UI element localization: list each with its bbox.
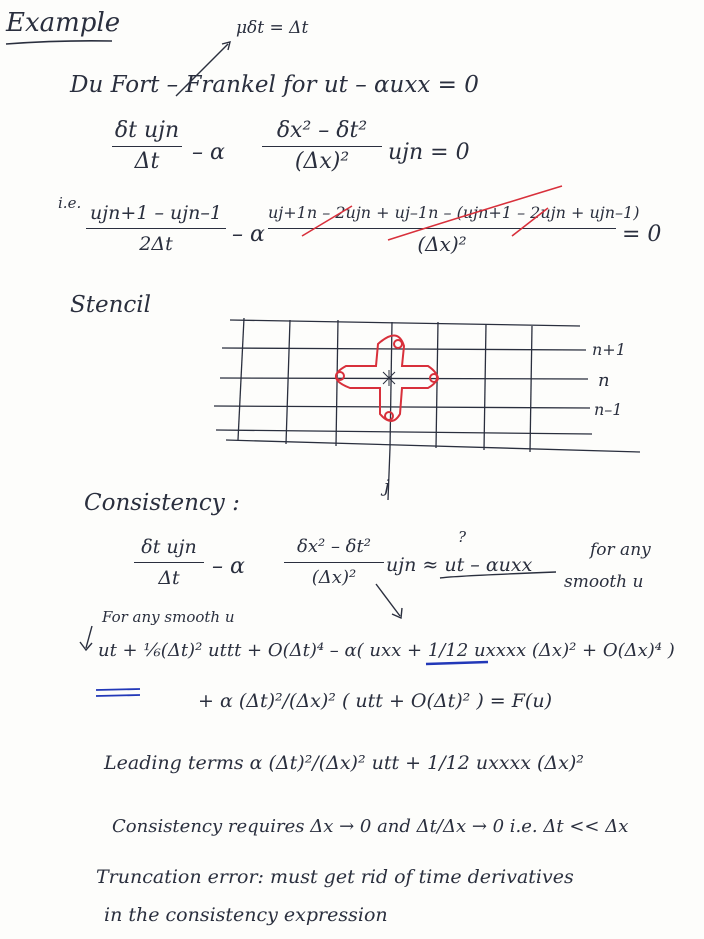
eq2-left-denominator: 2Δt: [139, 233, 173, 255]
eq2-frac-numerator: uj+1n – 2ujn + uj–1n – (ujn+1 – 2ujn + ujn–1): [268, 203, 640, 222]
stencil-label: Stencil: [70, 292, 152, 318]
for-any-smooth-note: For any smooth u: [102, 608, 235, 626]
truncation-error-line2: in the consistency expression: [104, 904, 388, 926]
eq3-alpha: – α: [212, 554, 245, 579]
truncation-error-line1: Truncation error: must get rid of time derivatives: [96, 866, 574, 888]
eq2-alpha: – α: [232, 222, 265, 247]
eq3-left-numerator: δt ujn: [141, 536, 197, 558]
eq2-left-numerator: ujn+1 – ujn–1: [90, 202, 222, 224]
page-title: Example: [6, 8, 121, 38]
eq3-frac-numerator: δx² – δt²: [297, 536, 371, 557]
row-label-n: n: [598, 370, 610, 391]
eq1-left-denominator: Δt: [134, 149, 160, 174]
eq3-smooth: smooth u: [564, 572, 644, 592]
eq3-frac-denominator: (Δx)²: [311, 567, 357, 588]
eq1-frac-numerator: δx² – δt²: [276, 118, 368, 143]
ie-label: i.e.: [58, 194, 82, 212]
eq1-frac-denominator: (Δx)²: [294, 149, 350, 174]
row-label-n-minus-1: n–1: [594, 400, 623, 419]
leading-terms: Leading terms α (Δt)²/(Δx)² utt + 1/12 uxxxx (Δx)²: [104, 752, 584, 774]
col-label-j: j: [384, 476, 390, 497]
mu-delta-note: μδt = Δt: [236, 18, 309, 38]
dufort-frankel-heading: Du Fort – Frankel for ut – αuxx = 0: [70, 72, 479, 98]
taylor-expansion-line2: + α (Δt)²/(Δx)² ( utt + O(Δt)² ) = F(u): [198, 690, 552, 712]
eq2-frac-denominator: (Δx)²: [417, 232, 467, 256]
eq2-right: = 0: [622, 222, 662, 247]
eq1-left-numerator: δt ujn: [114, 118, 180, 143]
eq3-for-any: for any: [590, 540, 651, 560]
eq3-left-denominator: Δt: [158, 567, 180, 589]
consistency-label: Consistency :: [84, 490, 240, 516]
eq3-question: ?: [458, 528, 467, 546]
eq1-right: ujn = 0: [388, 140, 470, 165]
taylor-expansion-line1: ut + ⅙(Δt)² uttt + O(Δt)⁴ – α( uxx + 1/12 uxxxx (Δx)² + O(Δx)⁴ ): [98, 640, 675, 661]
consistency-requires: Consistency requires Δx → 0 and Δt/Δx → 0 i.e. Δt << Δx: [112, 816, 629, 837]
eq3-mid: ujn ≈ ut – αuxx: [386, 554, 533, 576]
row-label-n-plus-1: n+1: [592, 340, 626, 359]
eq1-alpha: – α: [192, 140, 225, 165]
